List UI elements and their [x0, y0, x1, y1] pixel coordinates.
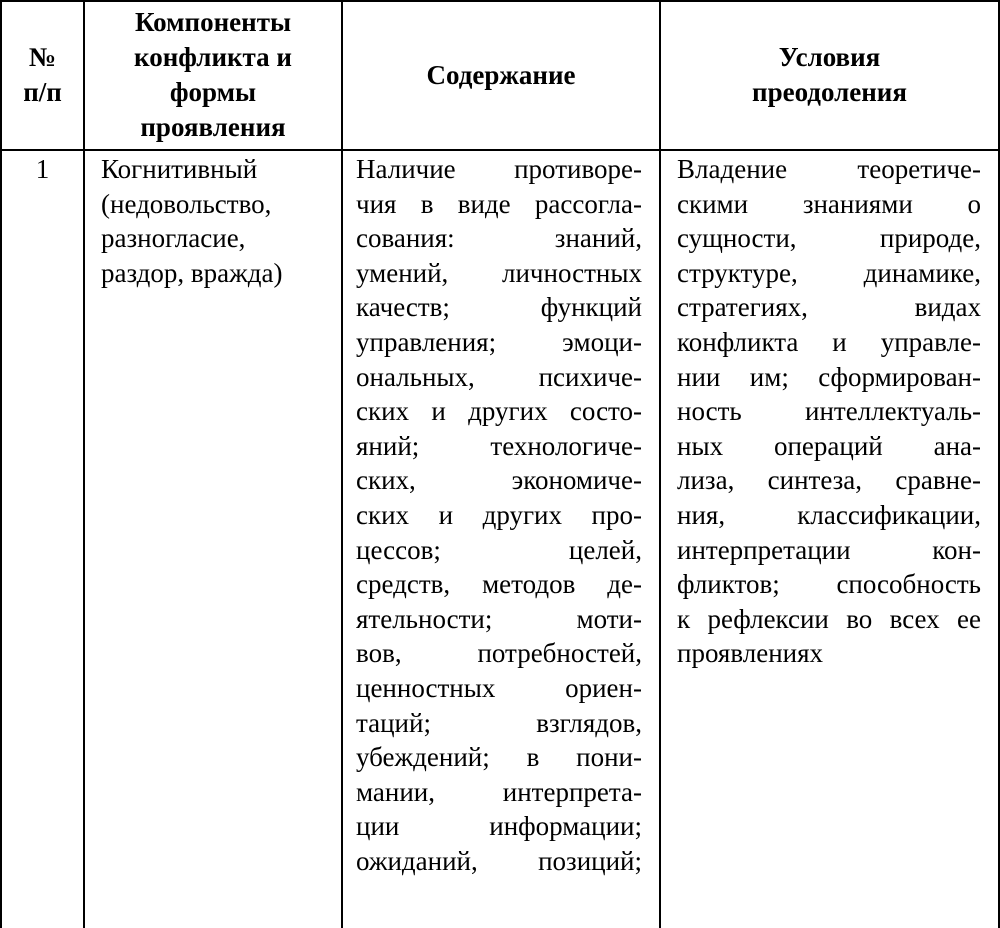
conditions-line: лиза, синтеза, сравне-: [677, 465, 981, 496]
content-line: ских, экономиче-: [356, 465, 642, 496]
content-line: ции информации;: [356, 811, 642, 842]
content-line: ожиданий, позиций;: [356, 845, 642, 876]
conditions-line: проявлениях: [677, 638, 824, 669]
content-line: ятельности; моти-: [356, 603, 642, 634]
content-line: сования: знаний,: [356, 223, 642, 254]
header-conditions-line-1: Условия: [778, 42, 881, 72]
content-line: яний; технологиче-: [356, 430, 642, 461]
conditions-line: ных операций ана-: [677, 430, 981, 461]
header-components: [85, 2, 341, 148]
row-components: [101, 152, 333, 290]
row-number-value: 1: [35, 154, 50, 184]
content-line: умений, личностных: [356, 257, 642, 288]
content-line: мании, интерпрета-: [356, 776, 642, 807]
header-divider: [0, 149, 1000, 151]
row-content: [356, 152, 642, 878]
content-line: Наличие противоре-: [356, 154, 642, 184]
component-line: раздор, вражда): [101, 257, 283, 288]
header-components-line-3: формы проявления: [140, 77, 286, 142]
row-number: [2, 152, 83, 187]
content-line: цессов; целей,: [356, 534, 642, 565]
conditions-line: ность интеллектуаль-: [677, 396, 981, 427]
header-components-line-2: конфликта и: [134, 42, 292, 72]
conditions-line: скими знаниями о: [677, 188, 981, 219]
header-conditions-line-2: преодоления: [752, 77, 907, 107]
header-content-label: Содержание: [426, 59, 576, 90]
conditions-line: стратегиях, видах: [677, 292, 981, 323]
content-line: качеств; функций: [356, 292, 642, 323]
content-line: средств, методов де-: [356, 569, 642, 600]
component-line: Когнитивный: [101, 154, 258, 184]
component-line: (недовольство,: [101, 188, 272, 219]
conditions-line: интерпретации кон-: [677, 534, 981, 565]
header-conditions: [661, 2, 998, 148]
conditions-line: сущности, природе,: [677, 223, 981, 254]
content-line: ских и других про-: [356, 499, 642, 530]
conditions-line: Владение теоретиче-: [677, 154, 981, 184]
header-number: [2, 2, 83, 148]
conditions-line: конфликта и управле-: [677, 326, 981, 357]
content-line: таций; взглядов,: [356, 707, 642, 738]
header-number-line-1: №: [28, 42, 57, 72]
conditions-line: нии им; сформирован-: [677, 361, 981, 392]
content-line: ских и других состо-: [356, 396, 642, 427]
content-line: чия в виде рассогла-: [356, 188, 642, 219]
content-line: ональных, психиче-: [356, 361, 642, 392]
conditions-line: структуре, динамике,: [677, 257, 981, 288]
conditions-line: ния, классификации,: [677, 499, 981, 530]
content-line: управления; эмоци-: [356, 326, 642, 357]
conditions-line: к рефлексии во всех ее: [677, 603, 981, 634]
header-content: [343, 2, 659, 148]
header-components-line-1: Компоненты: [134, 7, 292, 37]
conditions-line: фликтов; способность: [677, 569, 981, 600]
content-line: убеждений; в пони-: [356, 742, 642, 773]
content-line: ценностных ориен-: [356, 672, 642, 703]
header-number-line-2: п/п: [23, 77, 62, 107]
content-line: вов, потребностей,: [356, 638, 642, 669]
component-line: разногласие,: [101, 223, 246, 254]
row-conditions: [677, 152, 981, 671]
